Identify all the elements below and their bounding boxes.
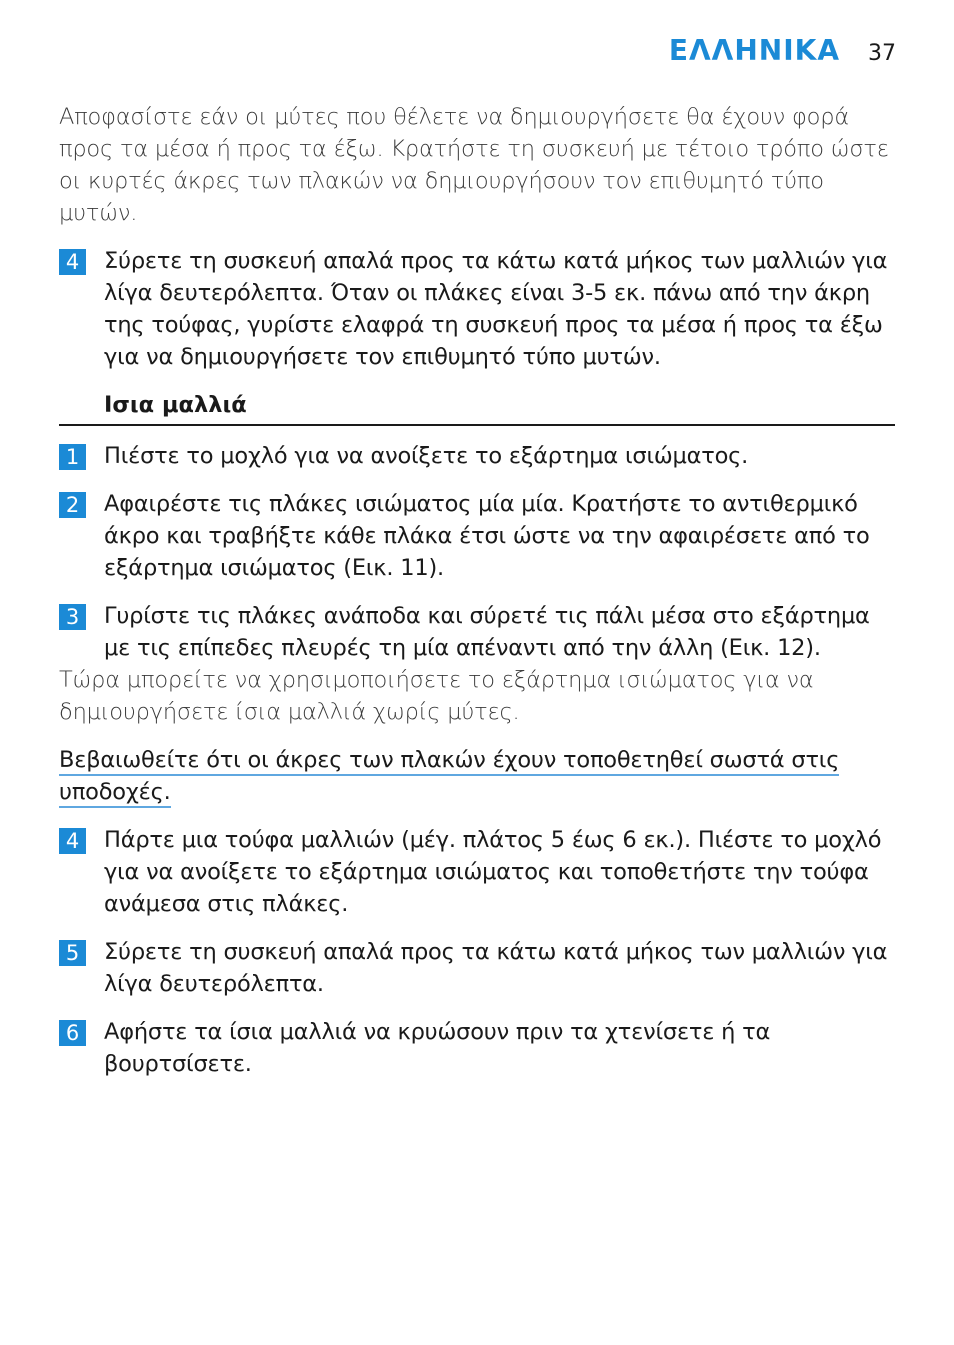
- step-number-badge: 6: [59, 1020, 86, 1046]
- step-text: Πιέστε το μοχλό για να ανοίξετε το εξάρτημα ισιώματος.: [104, 443, 749, 469]
- step-number-badge: 2: [59, 492, 86, 518]
- step-text: Σύρετε τη συσκευή απαλά προς τα κάτω κατά μήκος των μαλλιών για λίγα δευτερόλεπτα.: [104, 939, 888, 997]
- intro-paragraph: Αποφασίστε εάν οι μύτες που θέλετε να δημιουργήσετε θα έχουν φορά προς τα μέσα ή προς τα έξω. Κρατήστε τη συσκευή με τέτοιο τρόπο ώστε οι κυρτές άκρες των πλακών να δημιουργήσουν τον επιθυμητό τύπο μυτών.: [59, 104, 889, 226]
- step-text: Σύρετε τη συσκευή απαλά προς τα κάτω κατά μήκος των μαλλιών για λίγα δευτερόλεπτα. Όταν οι πλάκες είναι 3-5 εκ. πάνω από την άκρη της τούφας, γυρίστε ελαφρά τη συσκευή προς τα μέσα ή προς τα έξω για να δημιουργήσετε τον επιθυμητό τύπο μυτών.: [104, 248, 888, 370]
- step-item: [59, 488, 895, 584]
- step-item: [59, 824, 895, 920]
- step-number-badge: 4: [59, 828, 86, 854]
- step-item: [59, 936, 895, 1000]
- step-text: Πάρτε μια τούφα μαλλιών (μέγ. πλάτος 5 έως 6 εκ.). Πιέστε το μοχλό για να ανοίξετε το εξάρτημα ισιώματος και τοποθετήστε την τούφα ανάμεσα στις πλάκες.: [104, 827, 882, 917]
- step-item: [59, 440, 895, 472]
- step-number-badge: 4: [59, 249, 86, 275]
- step-item: [59, 600, 895, 664]
- step-number-badge: 1: [59, 444, 86, 470]
- step-item: [59, 1016, 895, 1080]
- step-item: [59, 245, 895, 373]
- step-number-badge: 3: [59, 604, 86, 630]
- step-text: Αφαιρέστε τις πλάκες ισιώματος μία μία. Κρατήστε το αντιθερμικό άκρο και τραβήξτε κάθε πλάκα έτσι ώστε να την αφαιρέσετε από το εξάρτημα ισιώματος (Εικ. 11).: [104, 491, 870, 581]
- step-text: Αφήστε τα ίσια μαλλιά να κρυώσουν πριν τα χτενίσετε ή τα βουρτσίσετε.: [104, 1019, 771, 1077]
- page-content: [59, 101, 895, 1080]
- warning-text: Βεβαιωθείτε ότι οι άκρες των πλακών έχουν τοποθετηθεί σωστά στις υποδοχές.: [59, 747, 839, 808]
- section-divider: [59, 424, 895, 426]
- section-title: Ισια μαλλιά: [104, 392, 247, 418]
- page-header: [669, 34, 896, 67]
- step-text: Γυρίστε τις πλάκες ανάποδα και σύρετέ τις πάλι μέσα στο εξάρτημα με τις επίπεδες πλευρές τη μία απέναντι από την άλλη (Εικ. 12).: [104, 603, 870, 661]
- step-number-badge: 5: [59, 940, 86, 966]
- warning-note: [59, 744, 859, 808]
- page-number: 37: [868, 41, 896, 66]
- info-paragraph: Τώρα μπορείτε να χρησιμοποιήσετε το εξάρτημα ισιώματος για να δημιουργήσετε ίσια μαλλιά χωρίς μύτες.: [59, 667, 814, 725]
- language-label: ΕΛΛΗΝΙΚΑ: [668, 34, 840, 67]
